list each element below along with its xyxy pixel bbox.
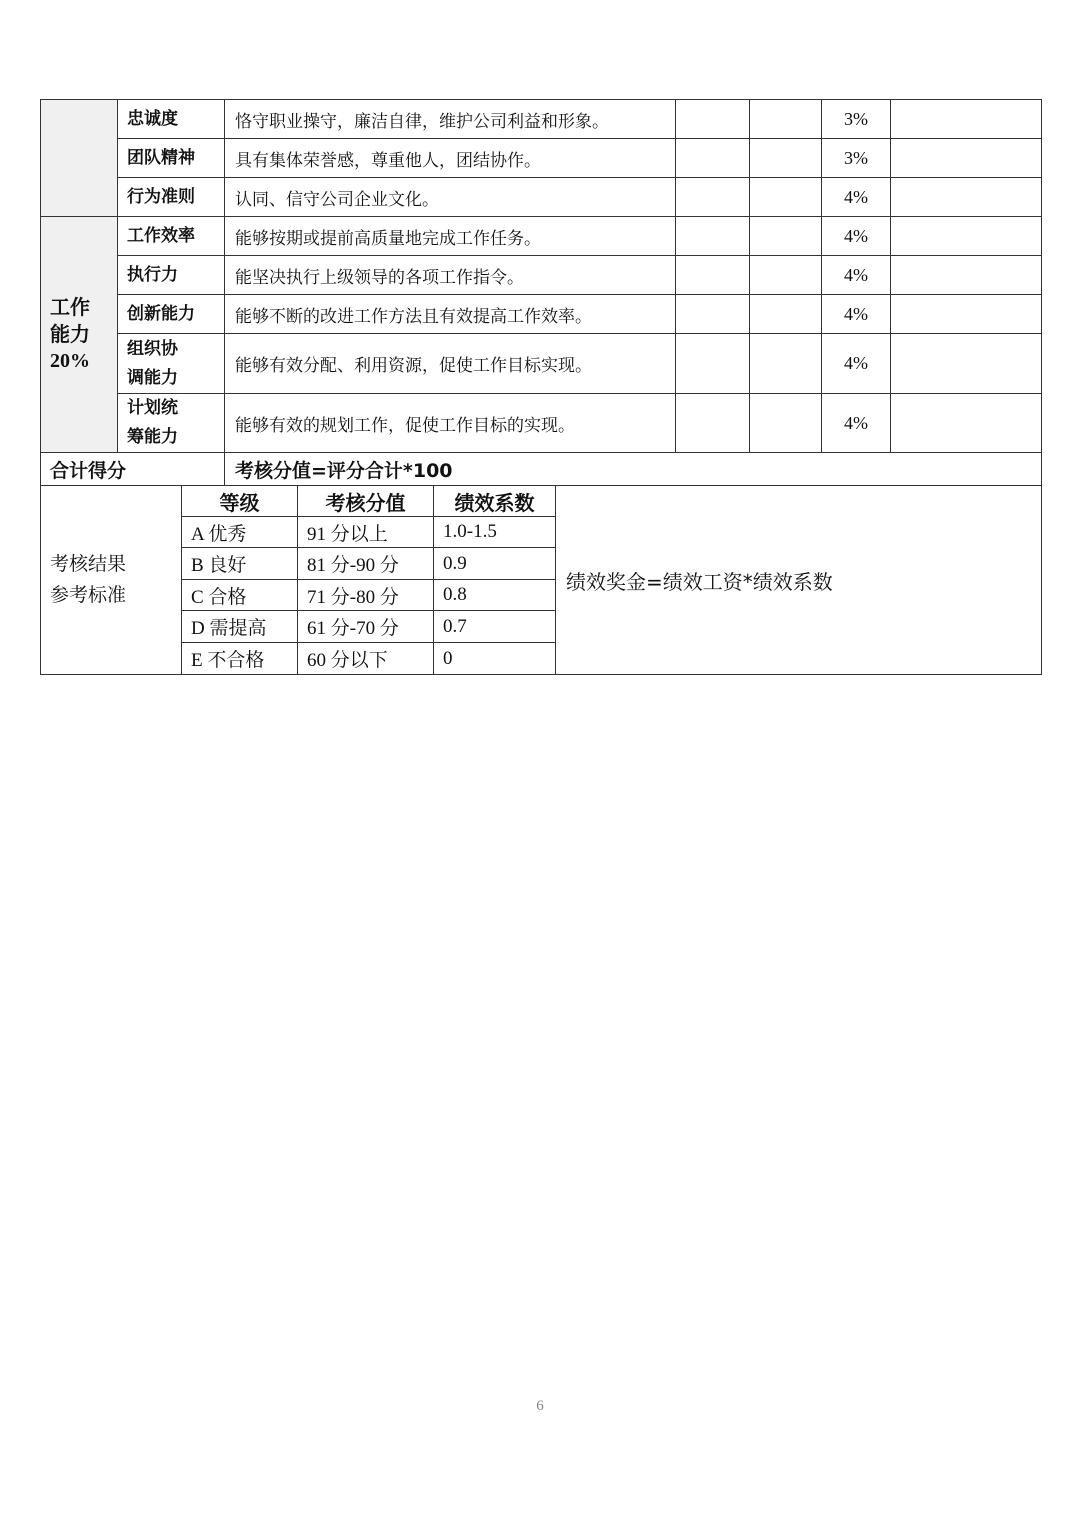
coefficient-cell: 0.8 — [434, 580, 556, 611]
table-row — [41, 178, 1042, 217]
empty-cell — [676, 295, 750, 334]
empty-cell — [750, 256, 822, 295]
empty-cell — [750, 100, 822, 139]
ability-category-cell — [41, 217, 118, 453]
table-row — [41, 295, 1042, 334]
grade-cell: C 合格 — [182, 580, 298, 611]
table-row — [41, 394, 1042, 453]
empty-cell — [891, 334, 1042, 394]
item-label: 创新能力 — [118, 295, 225, 334]
empty-cell — [676, 256, 750, 295]
item-label: 执行力 — [118, 256, 225, 295]
table-row — [41, 100, 1042, 139]
grade-header: 等级 — [182, 486, 298, 517]
empty-cell — [891, 178, 1042, 217]
item-label: 组织协 调能力 — [118, 334, 225, 394]
empty-cell — [676, 334, 750, 394]
score-header: 考核分值 — [298, 486, 434, 517]
bonus-formula: 绩效奖金=绩效工资*绩效系数 — [556, 486, 1042, 675]
item-weight: 4% — [822, 334, 891, 394]
category-percent: 20% — [50, 350, 90, 372]
total-score-label: 合计得分 — [41, 453, 225, 486]
grade-cell: E 不合格 — [182, 643, 298, 675]
grade-cell: A 优秀 — [182, 517, 298, 548]
item-label: 忠诚度 — [118, 100, 225, 139]
score-cell: 60 分以下 — [298, 643, 434, 675]
empty-cell — [676, 100, 750, 139]
empty-cell — [750, 178, 822, 217]
item-weight: 4% — [822, 295, 891, 334]
empty-cell — [891, 295, 1042, 334]
empty-cell — [891, 217, 1042, 256]
total-score-formula: 考核分值=评分合计*100 — [225, 453, 1042, 486]
item-weight: 3% — [822, 100, 891, 139]
evaluation-table — [40, 99, 1042, 486]
item-label: 团队精神 — [118, 139, 225, 178]
item-label: 工作效率 — [118, 217, 225, 256]
category-label: 工作 — [50, 295, 90, 319]
score-cell: 71 分-80 分 — [298, 580, 434, 611]
item-weight: 4% — [822, 256, 891, 295]
grade-cell: B 良好 — [182, 548, 298, 580]
grade-cell: D 需提高 — [182, 611, 298, 643]
category-label: 能力 — [50, 322, 90, 346]
item-description: 能够按期或提前高质量地完成工作任务。 — [225, 217, 676, 256]
result-reference-label: 考核结果 参考标准 — [41, 486, 182, 675]
item-description: 能坚决执行上级领导的各项工作指令。 — [225, 256, 676, 295]
coefficient-cell: 0.7 — [434, 611, 556, 643]
attitude-category-cell — [41, 100, 118, 217]
empty-cell — [676, 217, 750, 256]
item-weight: 4% — [822, 178, 891, 217]
empty-cell — [750, 394, 822, 453]
empty-cell — [891, 394, 1042, 453]
table-row — [41, 139, 1042, 178]
coefficient-cell: 0.9 — [434, 548, 556, 580]
item-description: 能够有效分配、利用资源，促使工作目标实现。 — [225, 334, 676, 394]
total-row — [41, 453, 1042, 486]
table-row — [41, 217, 1042, 256]
item-description: 能够有效的规划工作，促使工作目标的实现。 — [225, 394, 676, 453]
empty-cell — [676, 139, 750, 178]
item-description: 具有集体荣誉感，尊重他人，团结协作。 — [225, 139, 676, 178]
item-weight: 4% — [822, 217, 891, 256]
item-weight: 4% — [822, 394, 891, 453]
item-label: 计划统 筹能力 — [118, 394, 225, 453]
table-row — [41, 334, 1042, 394]
score-cell: 91 分以上 — [298, 517, 434, 548]
coefficient-cell: 0 — [434, 643, 556, 675]
empty-cell — [750, 295, 822, 334]
item-description: 能够不断的改进工作方法且有效提高工作效率。 — [225, 295, 676, 334]
empty-cell — [750, 334, 822, 394]
grade-reference-table — [40, 485, 1042, 675]
item-label: 行为准则 — [118, 178, 225, 217]
item-description: 认同、信守公司企业文化。 — [225, 178, 676, 217]
empty-cell — [891, 256, 1042, 295]
empty-cell — [891, 139, 1042, 178]
empty-cell — [750, 217, 822, 256]
empty-cell — [891, 100, 1042, 139]
coefficient-header: 绩效系数 — [434, 486, 556, 517]
score-cell: 61 分-70 分 — [298, 611, 434, 643]
table-row — [41, 256, 1042, 295]
page-number: 6 — [536, 1398, 544, 1414]
score-cell: 81 分-90 分 — [298, 548, 434, 580]
empty-cell — [676, 178, 750, 217]
item-description: 恪守职业操守，廉洁自律，维护公司利益和形象。 — [225, 100, 676, 139]
coefficient-cell: 1.0-1.5 — [434, 517, 556, 548]
empty-cell — [676, 394, 750, 453]
empty-cell — [750, 139, 822, 178]
grade-header-row — [41, 486, 1042, 517]
item-weight: 3% — [822, 139, 891, 178]
